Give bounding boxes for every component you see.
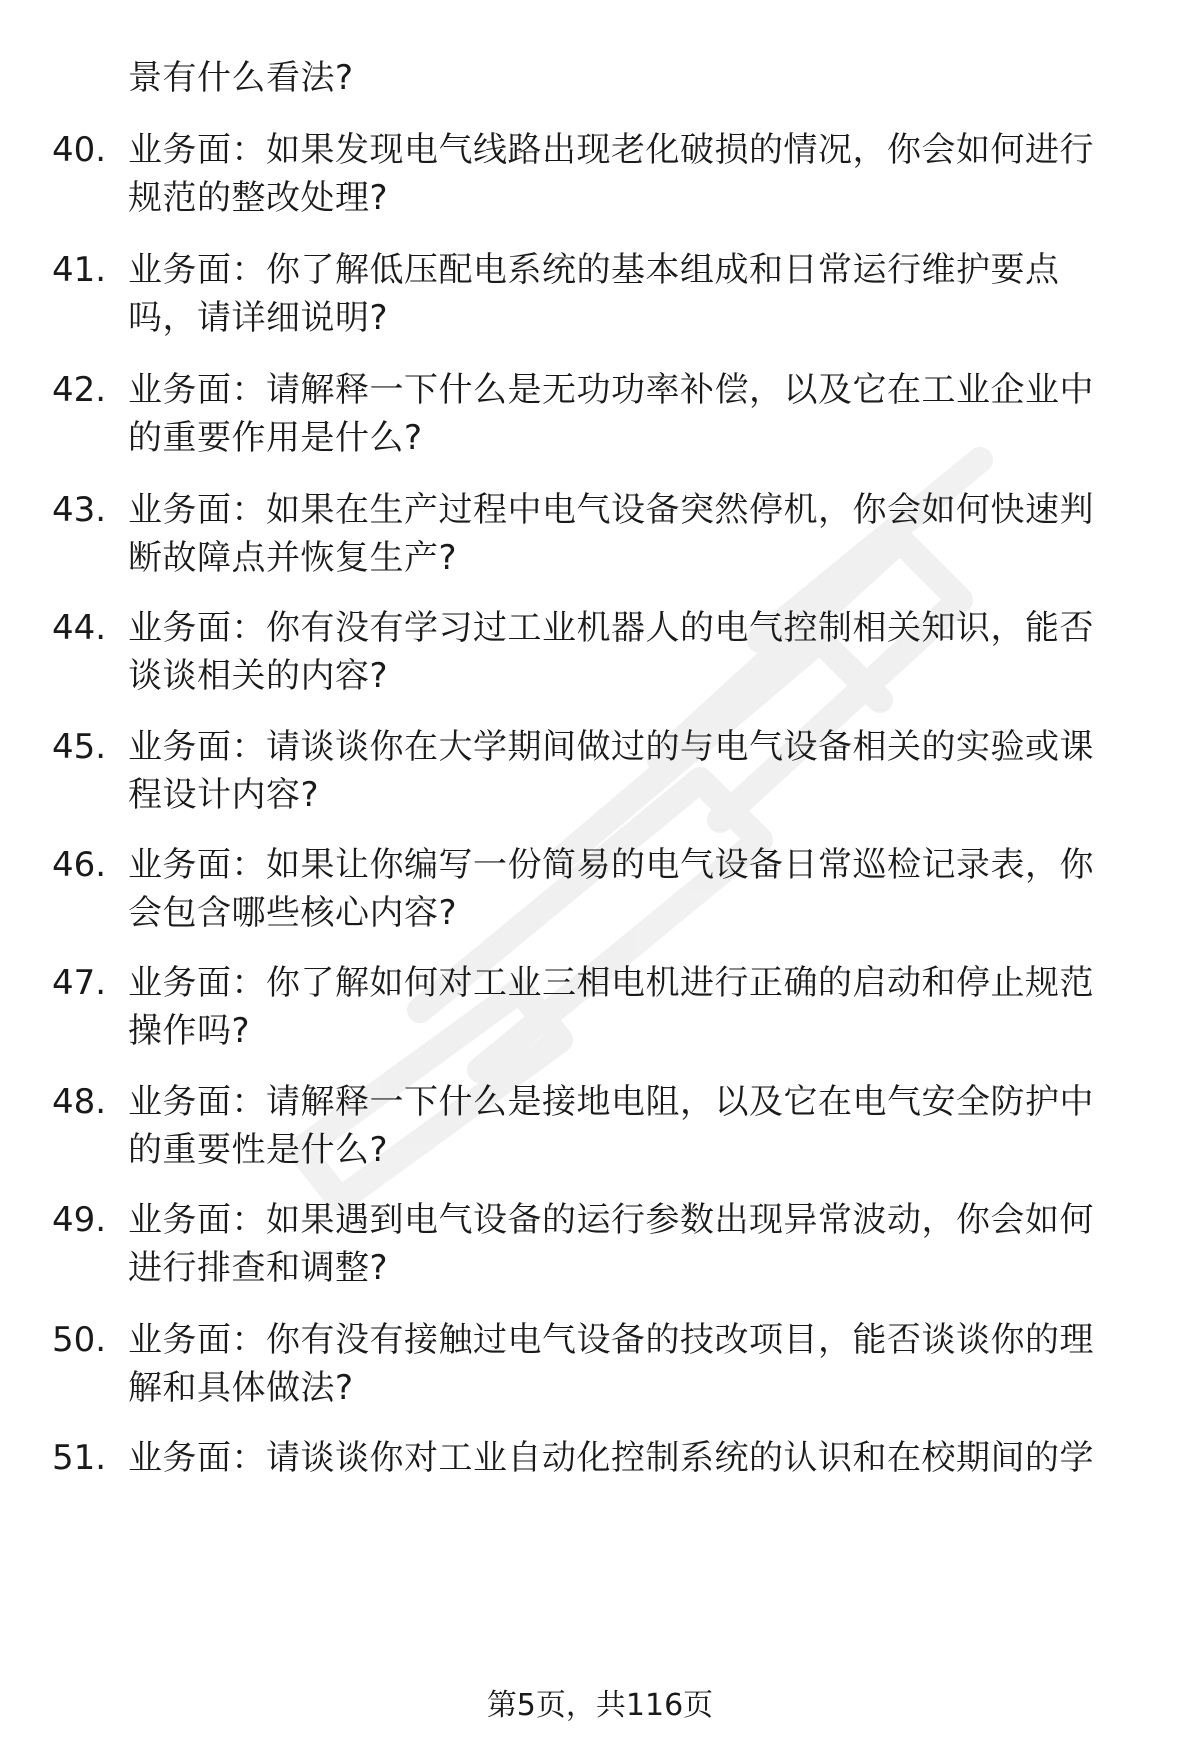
question-text-line-2: 进行排查和调整?: [128, 1248, 389, 1288]
question-text-line-2: 规范的整改处理?: [128, 178, 389, 218]
question-text-line-2: 的重要作用是什么?: [128, 418, 423, 458]
question-number: 45.: [52, 727, 107, 767]
question-text-line-2: 会包含哪些核心内容?: [128, 893, 458, 933]
question-text-line-1: 业务面：请谈谈你在大学期间做过的与电气设备相关的实验或课: [128, 727, 1094, 767]
question-text-line-1: 业务面：如果遇到电气设备的运行参数出现异常波动，你会如何: [128, 1200, 1094, 1240]
question-number: 50.: [52, 1320, 107, 1360]
question-number: 46.: [52, 845, 107, 885]
question-number: 44.: [52, 608, 107, 648]
question-number: 40.: [52, 130, 107, 170]
question-text-line-1: 业务面：如果在生产过程中电气设备突然停机，你会如何快速判: [128, 490, 1094, 530]
question-text-line-2: 操作吗?: [128, 1011, 251, 1051]
question-text-line-1: 业务面：你有没有接触过电气设备的技改项目，能否谈谈你的理: [128, 1320, 1094, 1360]
question-text-line-1: 业务面：如果让你编写一份简易的电气设备日常巡检记录表，你: [128, 845, 1094, 885]
question-39-continuation: 景有什么看法?: [128, 58, 354, 98]
question-text-line-2: 吗，请详细说明?: [128, 298, 389, 338]
question-text-line-2: 解和具体做法?: [128, 1368, 354, 1408]
question-text-line-1: 业务面：请谈谈你对工业自动化控制系统的认识和在校期间的学: [128, 1438, 1094, 1478]
question-number: 51.: [52, 1438, 107, 1478]
question-number: 42.: [52, 370, 107, 410]
question-number: 43.: [52, 490, 107, 530]
question-text-line-1: 业务面：如果发现电气线路出现老化破损的情况，你会如何进行: [128, 130, 1094, 170]
question-number: 47.: [52, 963, 107, 1003]
question-text-line-1: 业务面：请解释一下什么是无功功率补偿，以及它在工业企业中: [128, 370, 1094, 410]
question-text-line-2: 的重要性是什么?: [128, 1130, 389, 1170]
question-number: 48.: [52, 1082, 107, 1122]
question-text-line-1: 业务面：请解释一下什么是接地电阻，以及它在电气安全防护中: [128, 1082, 1094, 1122]
question-text-line-2: 程设计内容?: [128, 775, 320, 815]
question-text-line-1: 业务面：你了解如何对工业三相电机进行正确的启动和停止规范: [128, 963, 1094, 1003]
question-number: 41.: [52, 250, 107, 290]
question-text-line-1: 业务面：你有没有学习过工业机器人的电气控制相关知识，能否: [128, 608, 1094, 648]
question-text-line-2: 断故障点并恢复生产?: [128, 538, 458, 578]
question-text-line-2: 谈谈相关的内容?: [128, 656, 389, 696]
page-number-footer: 第5页，共116页: [486, 1688, 714, 1723]
question-number: 49.: [52, 1200, 107, 1240]
question-text-line-1: 业务面：你了解低压配电系统的基本组成和日常运行维护要点: [128, 250, 1060, 290]
